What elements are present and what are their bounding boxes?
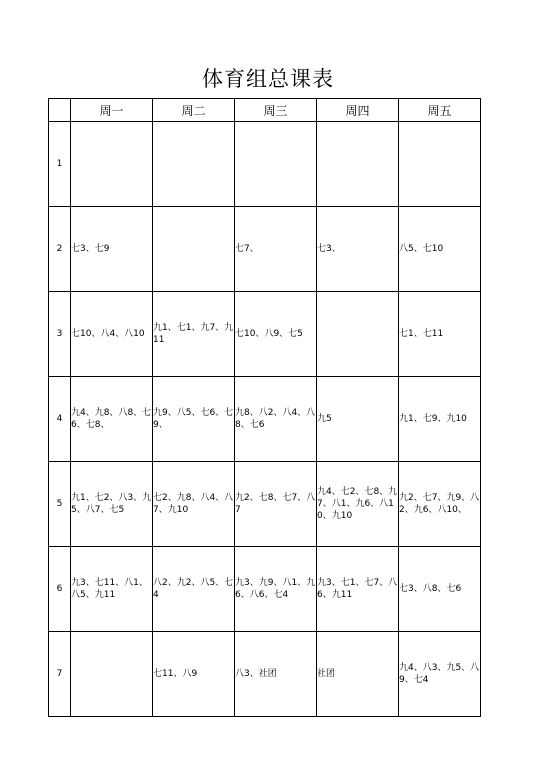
schedule-table	[48, 98, 481, 717]
schedule-cell: 九4、九8、八8、七6、七8、	[71, 377, 153, 462]
schedule-cell: 九1、七1、九7、九11	[153, 292, 235, 377]
header-row	[49, 99, 481, 122]
page-title: 体育组总课表	[202, 67, 334, 91]
schedule-cell	[71, 632, 153, 717]
schedule-cell: 九1、七2、八3、九5、八7、七5	[71, 462, 153, 547]
period-number: 7	[49, 632, 71, 717]
schedule-cell: 九5	[317, 377, 399, 462]
period-row-3	[49, 292, 481, 377]
period-number: 6	[49, 547, 71, 632]
period-number: 1	[49, 122, 71, 207]
period-row-5	[49, 462, 481, 547]
schedule-cell: 九4、七2、七8、九7、八1、九6、八10、九10	[317, 462, 399, 547]
period-row-2	[49, 207, 481, 292]
day-header-mon: 周一	[71, 99, 153, 122]
schedule-cell: 九9、八5、七6、七9、	[153, 377, 235, 462]
schedule-cell: 九4、八3、九5、八9、七4	[399, 632, 481, 717]
schedule-cell	[153, 207, 235, 292]
schedule-cell	[71, 122, 153, 207]
schedule-cell: 九3、七1、七7、八6、九11	[317, 547, 399, 632]
schedule-cell: 七3、七9	[71, 207, 153, 292]
schedule-cell: 七2、九8、八4、八7、九10	[153, 462, 235, 547]
schedule-cell: 九3、七11、八1、八5、九11	[71, 547, 153, 632]
schedule-cell: 八3、社团	[235, 632, 317, 717]
schedule-cell: 八5、七10	[399, 207, 481, 292]
day-header-thu: 周四	[317, 99, 399, 122]
schedule-cell: 社团	[317, 632, 399, 717]
schedule-cell: 七7、	[235, 207, 317, 292]
schedule-cell: 九2、七8、七7、八7	[235, 462, 317, 547]
period-number: 5	[49, 462, 71, 547]
schedule-cell: 九2、七7、九9、八2、九6、八10、	[399, 462, 481, 547]
schedule-cell: 九1、七9、九10	[399, 377, 481, 462]
period-row-6	[49, 547, 481, 632]
schedule-cell: 九3、九9、八1、九6、八6、七4	[235, 547, 317, 632]
schedule-cell: 七1、七11	[399, 292, 481, 377]
period-number: 2	[49, 207, 71, 292]
period-row-4	[49, 377, 481, 462]
schedule-cell: 八2、九2、八5、七4	[153, 547, 235, 632]
corner-header	[49, 99, 71, 122]
schedule-cell	[399, 122, 481, 207]
day-header-tue: 周二	[153, 99, 235, 122]
schedule-cell: 九8、八2、八4、八8、七6	[235, 377, 317, 462]
period-number: 4	[49, 377, 71, 462]
schedule-cell	[317, 122, 399, 207]
schedule-cell: 七10、八4、八10	[71, 292, 153, 377]
period-number: 3	[49, 292, 71, 377]
schedule-cell: 七3、八8、七6	[399, 547, 481, 632]
schedule-cell	[153, 122, 235, 207]
period-row-1	[49, 122, 481, 207]
schedule-cell: 七3、	[317, 207, 399, 292]
day-header-fri: 周五	[399, 99, 481, 122]
schedule-cell	[317, 292, 399, 377]
schedule-cell: 七10、八9、七5	[235, 292, 317, 377]
schedule-cell: 七11、八9	[153, 632, 235, 717]
schedule-cell	[235, 122, 317, 207]
day-header-wed: 周三	[235, 99, 317, 122]
period-row-7	[49, 632, 481, 717]
